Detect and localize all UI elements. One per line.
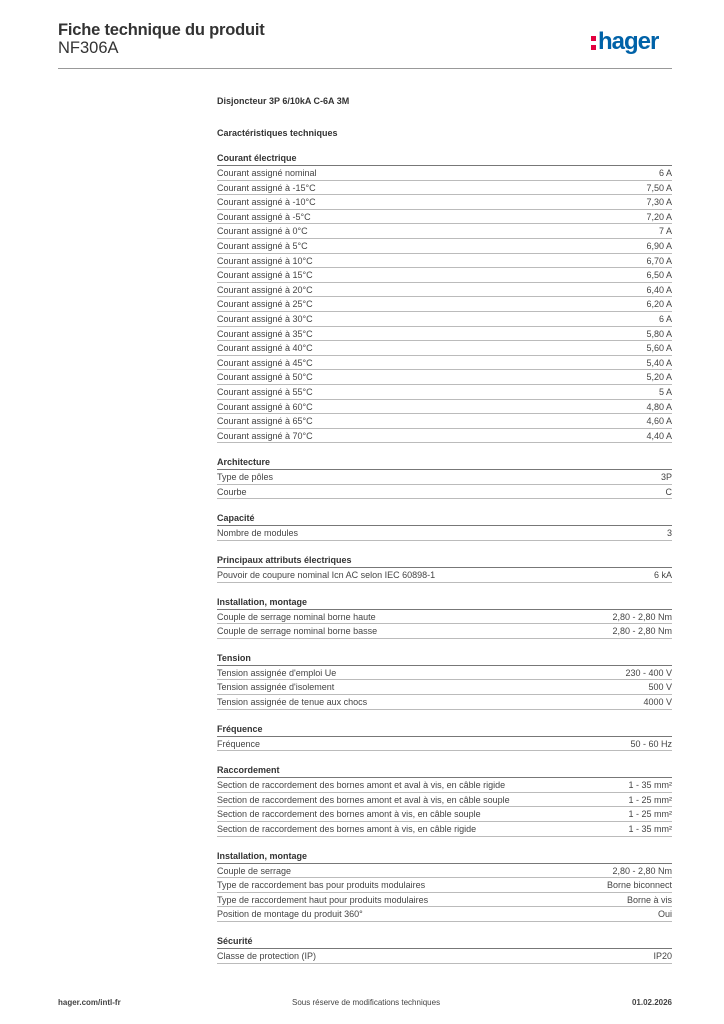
spec-label: Courant assigné à 25°C: [217, 299, 313, 310]
spec-label: Section de raccordement des bornes amont et aval à vis, en câble souple: [217, 794, 510, 805]
spec-value: Borne biconnect: [606, 880, 672, 891]
hager-logo: [591, 28, 658, 56]
spec-row: [217, 793, 672, 808]
spec-value: 6,20 A: [646, 299, 672, 310]
spec-value: 5 A: [658, 386, 672, 397]
product-title: Disjoncteur 3P 6/10kA C-6A 3M: [217, 96, 350, 106]
spec-value: Oui: [657, 909, 672, 920]
spec-value: 5,60 A: [646, 343, 672, 354]
spec-value: 4,60 A: [646, 416, 672, 427]
spec-value: 4,80 A: [646, 401, 672, 412]
spec-value: 4,40 A: [646, 430, 672, 441]
spec-label: Courant assigné à -5°C: [217, 211, 311, 222]
spec-row: [217, 470, 672, 485]
spec-row: [217, 695, 672, 710]
spec-value: 5,20 A: [646, 372, 672, 383]
spec-label: Courant assigné à 5°C: [217, 240, 308, 251]
spec-section: [217, 554, 672, 583]
spec-value: 230 - 400 V: [625, 667, 672, 678]
logo-text: hager: [598, 28, 659, 55]
spec-row: [217, 526, 672, 541]
spec-label: Courant assigné à 40°C: [217, 343, 313, 354]
spec-row: [217, 907, 672, 922]
spec-value: Borne à vis: [626, 894, 672, 905]
spec-row: [217, 341, 672, 356]
spec-value: 6,70 A: [646, 255, 672, 266]
spec-value: 1 - 35 mm²: [628, 824, 672, 834]
document-title: Fiche technique du produit: [58, 21, 265, 39]
spec-label: Courant assigné à 35°C: [217, 328, 313, 339]
spec-label: Courant assigné à -10°C: [217, 197, 316, 208]
spec-label: Section de raccordement des bornes amont à vis, en câble rigide: [217, 824, 477, 834]
spec-label: Tension assignée de tenue aux chocs: [217, 697, 368, 708]
spec-row: [217, 485, 672, 500]
spec-value: 50 - 60 Hz: [630, 738, 672, 749]
section-title: Architecture: [217, 456, 672, 470]
section-title: Capacité: [217, 512, 672, 526]
spec-value: 2,80 - 2,80 Nm: [612, 626, 672, 637]
spec-row: [217, 610, 672, 625]
spec-row: [217, 822, 672, 837]
spec-row: [217, 624, 672, 639]
footer-website[interactable]: hager.com/intl-fr: [58, 998, 121, 1007]
spec-value: 1 - 25 mm²: [628, 794, 672, 805]
spec-label: Nombre de modules: [217, 528, 299, 539]
spec-row: [217, 166, 672, 181]
spec-row: [217, 737, 672, 752]
spec-row: [217, 356, 672, 371]
spec-row: [217, 312, 672, 327]
spec-label: Section de raccordement des bornes amont à vis, en câble souple: [217, 809, 481, 820]
spec-row: [217, 568, 672, 583]
spec-value: 4000 V: [643, 697, 672, 708]
spec-value: C: [665, 486, 672, 497]
spec-label: Courant assigné à 10°C: [217, 255, 313, 266]
spec-label: Fréquence: [217, 738, 261, 749]
section-title: Courant électrique: [217, 152, 672, 166]
spec-section: [217, 850, 672, 922]
spec-value: 3: [666, 528, 672, 539]
spec-row: [217, 370, 672, 385]
spec-label: Couple de serrage nominal borne haute: [217, 611, 376, 622]
spec-label: Pouvoir de coupure nominal Icn AC selon IEC 60898-1: [217, 570, 436, 581]
spec-label: Courant assigné à 45°C: [217, 357, 313, 368]
spec-row: [217, 268, 672, 283]
spec-row: [217, 181, 672, 196]
footer-date: 01.02.2026: [631, 998, 672, 1007]
spec-label: Position de montage du produit 360°: [217, 909, 363, 920]
spec-value: 1 - 35 mm²: [628, 780, 672, 791]
spec-label: Couple de serrage nominal borne basse: [217, 626, 378, 637]
spec-row: [217, 807, 672, 822]
spec-row: [217, 224, 672, 239]
spec-row: [217, 414, 672, 429]
footer-disclaimer: Sous réserve de modifications techniques: [292, 998, 441, 1007]
spec-row: [217, 878, 672, 893]
spec-label: Courant assigné à 50°C: [217, 372, 313, 383]
spec-row: [217, 680, 672, 695]
spec-section: [217, 152, 672, 443]
spec-value: 5,80 A: [646, 328, 672, 339]
spec-value: 7 A: [658, 226, 672, 237]
spec-label: Courant assigné à 70°C: [217, 430, 313, 441]
spec-label: Classe de protection (IP): [217, 950, 317, 961]
spec-row: [217, 385, 672, 400]
spec-label: Courant assigné à 55°C: [217, 386, 313, 397]
header-divider: [58, 68, 672, 69]
spec-sections: [217, 152, 672, 964]
section-title: Fréquence: [217, 723, 672, 737]
spec-row: [217, 327, 672, 342]
spec-label: Courant assigné à 15°C: [217, 270, 313, 281]
spec-label: Courant assigné à 30°C: [217, 313, 313, 324]
spec-row: [217, 239, 672, 254]
spec-value: IP20: [653, 950, 672, 961]
spec-row: [217, 283, 672, 298]
spec-section: [217, 723, 672, 752]
spec-row: [217, 210, 672, 225]
spec-section: [217, 935, 672, 964]
spec-value: 6 A: [658, 168, 672, 178]
spec-label: Courant assigné à 65°C: [217, 416, 313, 427]
characteristics-title: Caractéristiques techniques: [217, 128, 338, 138]
section-title: Tension: [217, 652, 672, 666]
spec-label: Tension assignée d'emploi Ue: [217, 667, 337, 678]
spec-row: [217, 297, 672, 312]
spec-label: Courant assigné à 60°C: [217, 401, 313, 412]
section-title: Installation, montage: [217, 596, 672, 610]
spec-value: 2,80 - 2,80 Nm: [612, 611, 672, 622]
spec-section: [217, 596, 672, 639]
spec-section: [217, 456, 672, 499]
spec-row: [217, 893, 672, 908]
spec-section: [217, 764, 672, 836]
section-title: Sécurité: [217, 935, 672, 949]
section-title: Principaux attributs électriques: [217, 554, 672, 568]
spec-value: 7,30 A: [646, 197, 672, 208]
logo-dots-icon: [591, 34, 596, 50]
spec-label: Courbe: [217, 486, 247, 497]
spec-label: Section de raccordement des bornes amont et aval à vis, en câble rigide: [217, 780, 506, 791]
spec-section: [217, 512, 672, 541]
spec-label: Courant assigné à 20°C: [217, 284, 313, 295]
spec-value: 6 A: [658, 313, 672, 324]
spec-row: [217, 195, 672, 210]
spec-value: 6,50 A: [646, 270, 672, 281]
spec-row: [217, 666, 672, 681]
spec-row: [217, 778, 672, 793]
product-reference: NF306A: [58, 39, 119, 57]
spec-label: Type de raccordement bas pour produits modulaires: [217, 880, 426, 891]
spec-row: [217, 949, 672, 964]
spec-value: 1 - 25 mm²: [628, 809, 672, 820]
spec-label: Tension assignée d'isolement: [217, 682, 335, 693]
spec-label: Type de raccordement haut pour produits modulaires: [217, 894, 429, 905]
spec-label: Courant assigné nominal: [217, 168, 317, 178]
spec-row: [217, 400, 672, 415]
spec-label: Courant assigné à 0°C: [217, 226, 308, 237]
spec-section: [217, 652, 672, 710]
spec-label: Couple de serrage: [217, 865, 292, 876]
spec-label: Courant assigné à -15°C: [217, 182, 316, 193]
spec-value: 5,40 A: [646, 357, 672, 368]
spec-value: 7,20 A: [646, 211, 672, 222]
spec-value: 6,40 A: [646, 284, 672, 295]
spec-value: 6,90 A: [646, 240, 672, 251]
spec-label: Type de pôles: [217, 472, 274, 483]
spec-row: [217, 864, 672, 879]
spec-value: 2,80 - 2,80 Nm: [612, 865, 672, 876]
section-title: Raccordement: [217, 764, 672, 778]
spec-value: 6 kA: [653, 570, 672, 581]
spec-content: [217, 92, 672, 964]
spec-value: 3P: [660, 472, 672, 483]
section-title: Installation, montage: [217, 850, 672, 864]
spec-value: 7,50 A: [646, 182, 672, 193]
spec-value: 500 V: [648, 682, 672, 693]
spec-row: [217, 429, 672, 444]
spec-row: [217, 254, 672, 269]
